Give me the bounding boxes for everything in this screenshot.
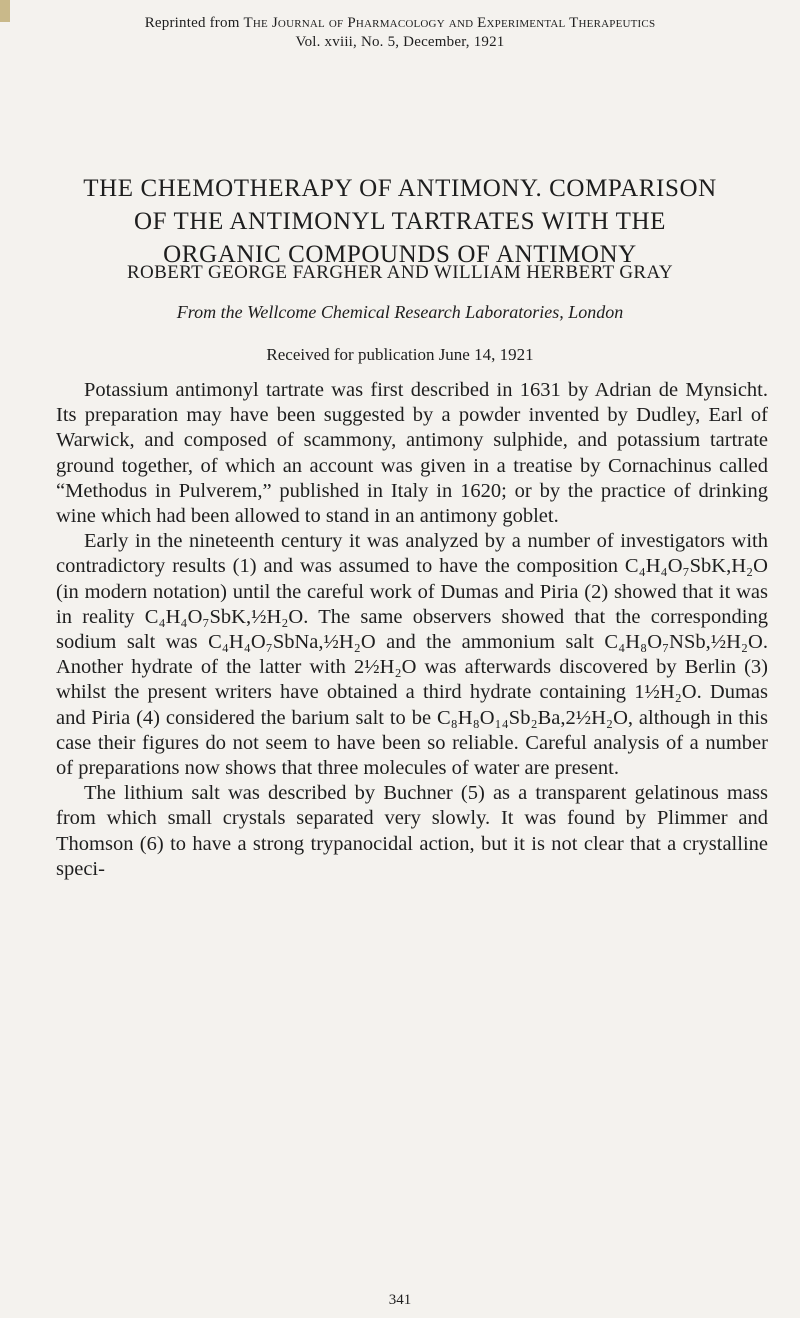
reprint-header <box>0 14 800 52</box>
journal-name: The Journal of Pharmacology and Experimental Therapeutics <box>243 15 656 31</box>
paragraph-1: Potassium antimonyl tartrate was first described in 1631 by Adrian de Mynsicht. Its preparation may have been suggested by a powder invented by Dudley, Earl of Warwick, and composed of scammony, antimony sulphide, and potassium tartrate ground together, of which an account was given in a treatise by Cornachinus called “Methodus in Pulverem,” published in Italy in 1620; or by the practice of drinking wine which had been allowed to stand in an antimony goblet. <box>56 379 768 528</box>
page-number: 341 <box>388 1292 412 1308</box>
reprint-prefix: Reprinted from <box>144 15 240 31</box>
title-line-1: THE CHEMOTHERAPY OF ANTIMONY. COMPARISON <box>83 175 717 202</box>
title-line-2: OF THE ANTIMONYL TARTRATES WITH THE <box>133 208 667 235</box>
paragraph-3: The lithium salt was described by Buchner (5) as a transparent gelatinous mass from which small crystals separated very slowly. It was found by Plimmer and Thomson (6) to have a strong trypanocidal action, but it is not clear that a crystalline speci- <box>56 782 768 880</box>
reprint-source-line <box>0 14 800 33</box>
received-date: Received for publication June 14, 1921 <box>266 345 534 364</box>
volume-line: Vol. xviii, No. 5, December, 1921 <box>295 34 505 50</box>
article-title <box>40 172 760 271</box>
title-line-3: ORGANIC COMPOUNDS OF ANTIMONY <box>163 241 637 268</box>
affiliation: From the Wellcome Chemical Research Laboratories, London <box>176 302 624 322</box>
authors: ROBERT GEORGE FARGHER AND WILLIAM HERBERT GRAY <box>126 262 674 283</box>
paragraph-2: Early in the nineteenth century it was analyzed by a number of investigators with contradictory results (1) and was assumed to have the composition C₄H₄O₇SbK,H₂O (in modern notation) until the careful work of Dumas and Piria (2) showed that it was in reality C₄H₄O₇SbK,½H₂O. The same observers showed that the corresponding sodium salt was C₄H₄O₇SbNa,½H₂O and the ammonium salt C₄H₈O₇NSb,½H₂O. Another hydrate of the latter with 2½H₂O was afterwards discovered by Berlin (3) whilst the present writers have obtained a third hydrate containing 1½H₂O. Dumas and Piria (4) considered the barium salt to be C₈H₈O₁₄Sb₂Ba,2½H₂O, although in this case their figures do not seem to have been so reliable. Careful analysis of a number of preparations now shows that three molecules of water are present. <box>56 530 768 780</box>
article-body <box>56 378 768 882</box>
